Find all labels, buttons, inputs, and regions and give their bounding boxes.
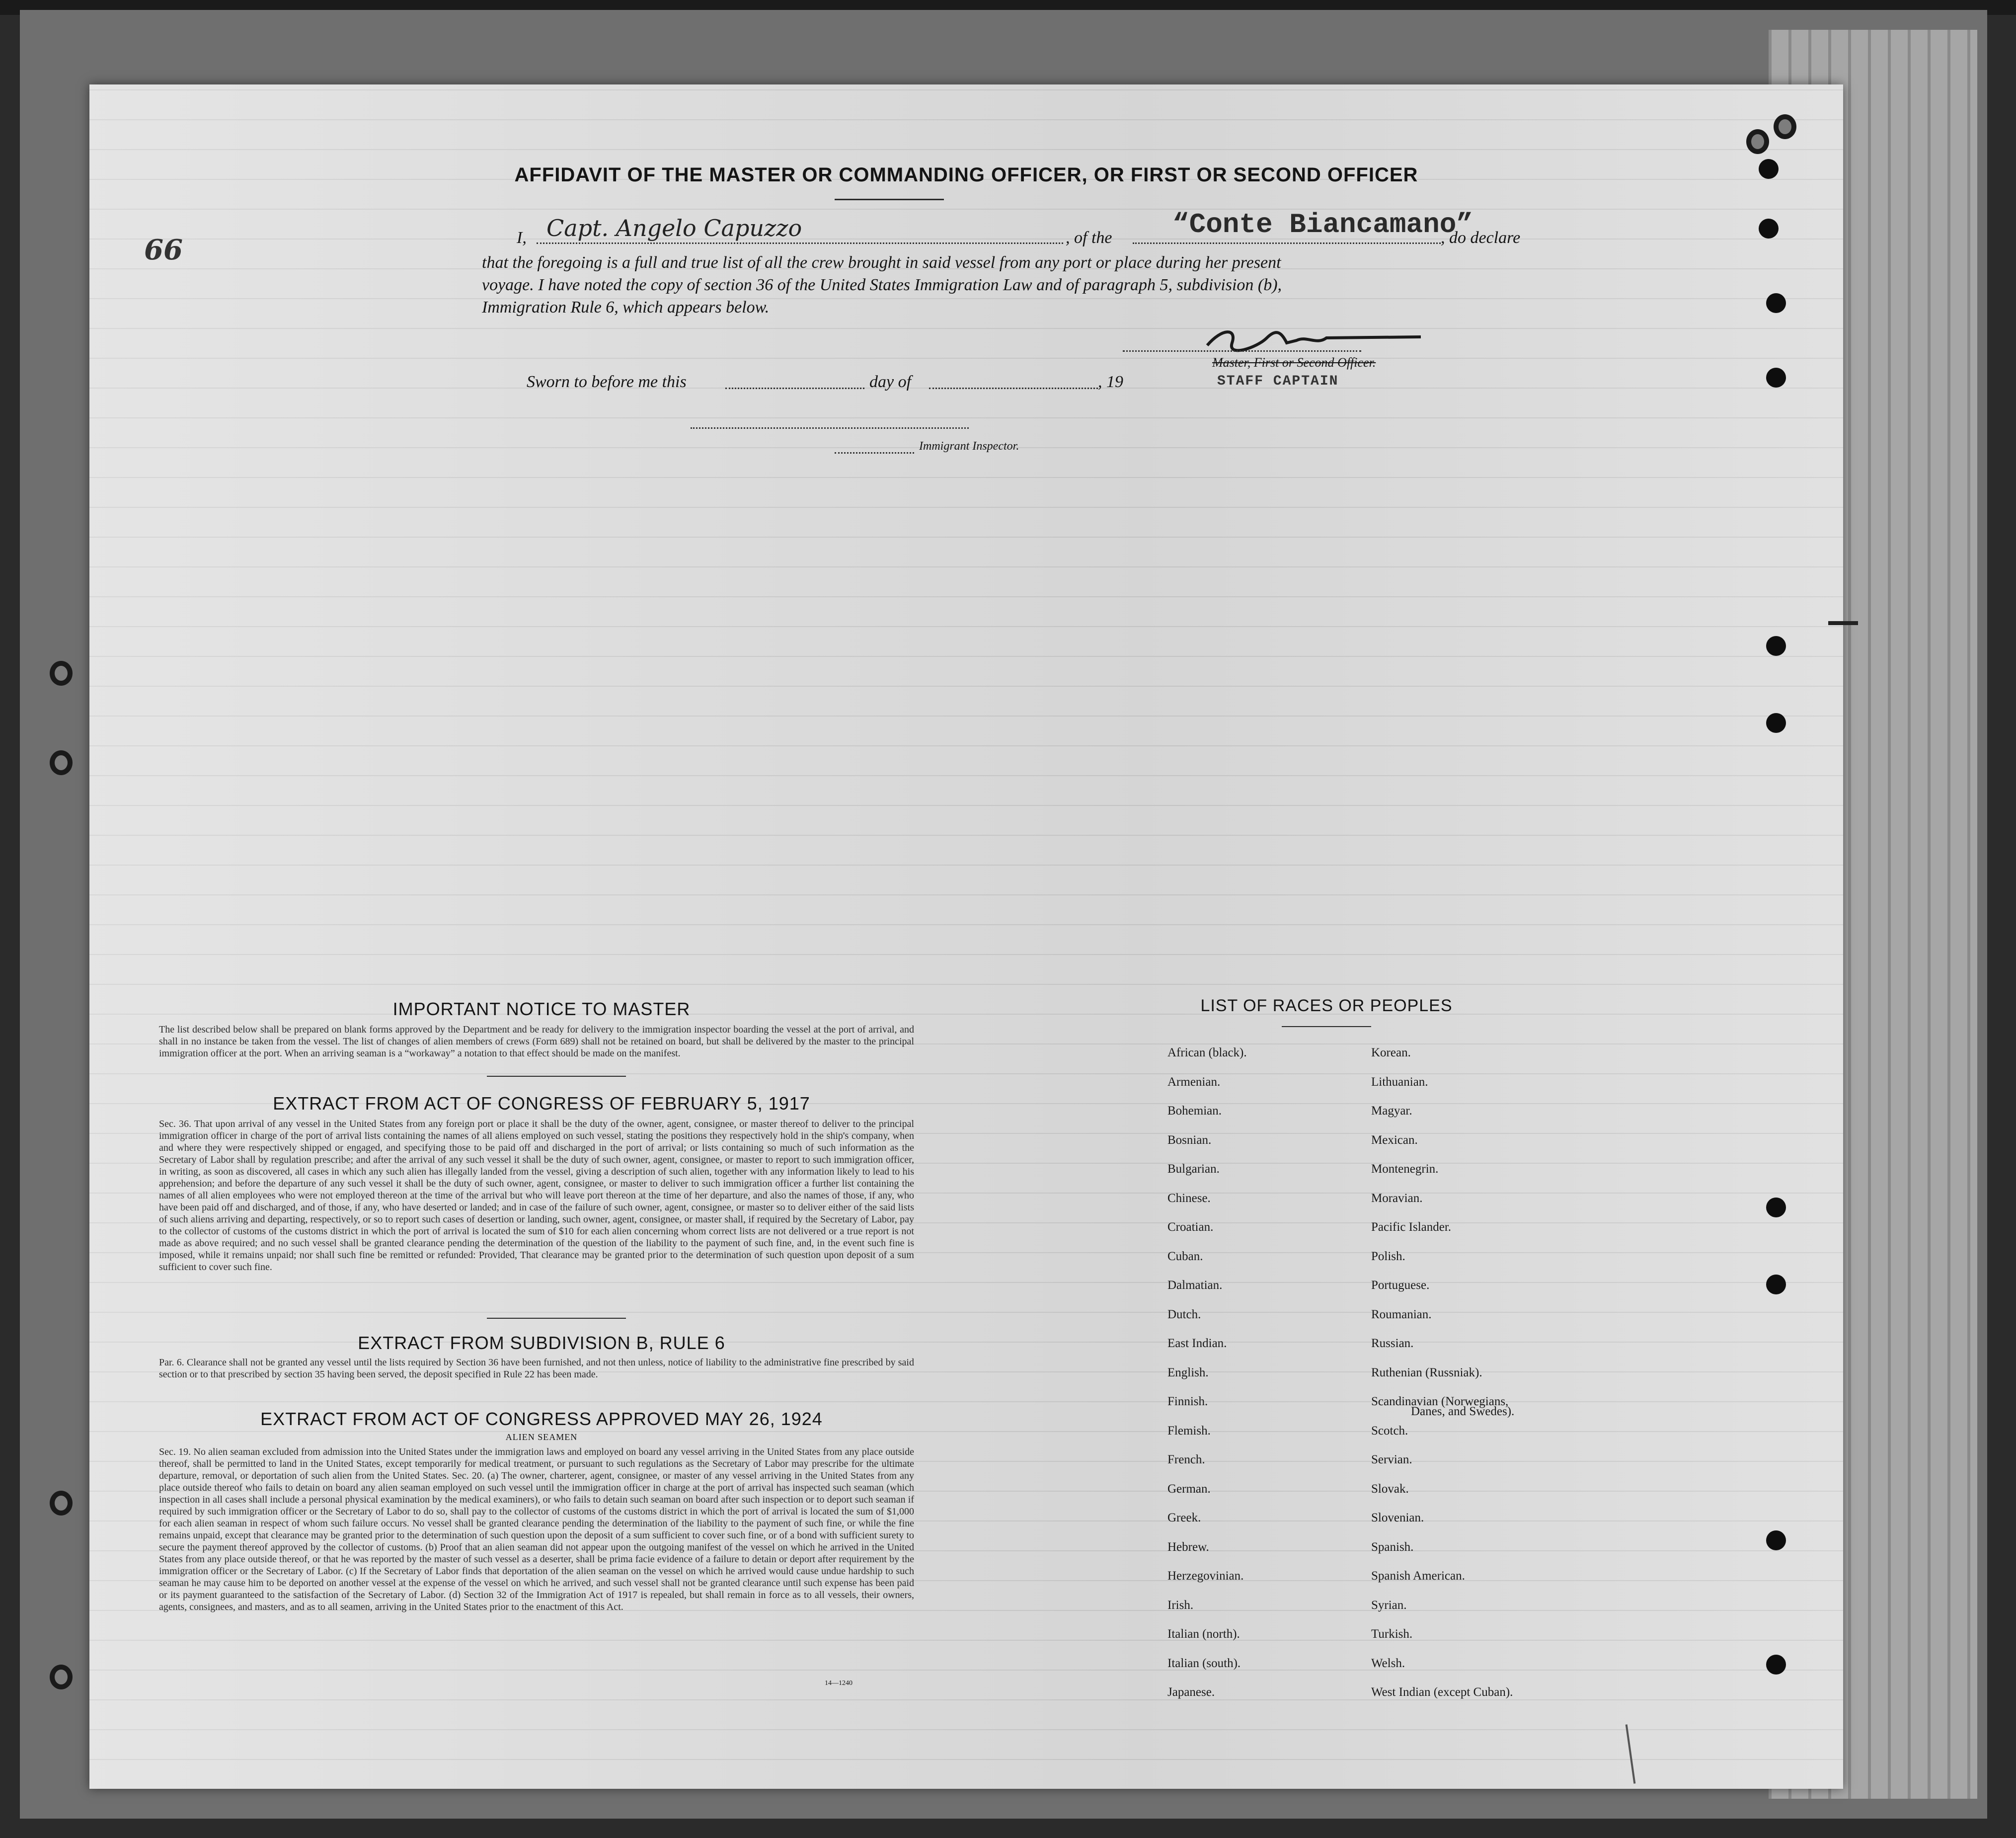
race-item: Scotch. [1371,1424,1408,1438]
extract-1924-text: Sec. 19. No alien seaman excluded from admission into the United States under the immigration laws and employed on board any vessel arriving in the United States from any place outside thereof, shall be permitted to land in the United States, except temporarily for medical treatment, or pursuant to such regulations as the Secretary of Labor may prescribe for the ultimate departure, removal, or deportation of such alien from the United States. Sec. 20. (a) The owner, charterer, agent, consignee, or master of any vessel arriving in the United States from any place outside thereof who fails to detain on board any alien seaman employed on such vessel until the immigration officer in charge at the port of arrival has inspected such seaman (which inspection in all cases shall include a personal physical examination by the medical examiners), or who fails to detain such seaman on board after such inspection or to deport such seaman if required by such immigration officer or the Secretary of Labor to do so, shall pay to the collector of customs of the customs district in which the port of arrival is located the sum of $1,000 for each alien seaman in respect of whom such failure occurs. No vessel shall be granted clearance pending the determination of the liability to the payment of such fine, or while the fine remains unpaid, except that clearance may be granted prior to the determination of such question upon the deposit of a sum sufficient to cover such fine, or of a bond with sufficient surety to secure the payment thereof approved by the collector of customs. (b) Proof that an alien seaman did not appear upon the outgoing manifest of the vessel on which he arrived in the United States from any place outside thereof, or that he was reported by the master of such vessel as a deserter, shall be prima facie evidence of a failure to detain or deport after requirement by the immigration officer or the Secretary of Labor. (c) If the Secretary of Labor finds that deportation of the alien seaman on the vessel on which he arrived would cause undue hardship to such seaman he may cause him to be deported on another vessel at the expense of the vessel on which he arrived, and such vessel shall not be granted clearance until such expense has been paid or its payment guaranteed to the satisfaction of the Secretary of Labor. (d) Section 32 of the Immigration Act of 1917 is repealed, but shall remain in force as to all vessels, their owners, agents, consignees, and masters, and as to all seamen, arriving in the United States prior to the enactment of this Act. [159,1446,914,1612]
sworn-day-label: day of [869,373,912,391]
race-item: Bulgarian. [1167,1162,1220,1176]
race-item: French. [1167,1453,1205,1466]
races-title-rule [1282,1026,1371,1027]
extract-1917-title: EXTRACT FROM ACT OF CONGRESS OF FEBRUARY 5, 1917 [273,1093,810,1114]
punch-hole [1766,293,1786,313]
race-item: Ruthenian (Russniak). [1371,1365,1482,1379]
punch-hole-open [50,750,73,775]
race-item: Portuguese. [1371,1279,1430,1292]
affidavit-title: AFFIDAVIT OF THE MASTER OR COMMANDING OFFICER, OR FIRST OR SECOND OFFICER [514,164,1418,186]
section-rule [487,1318,626,1319]
pen-mark [1626,1724,1636,1783]
race-item: Greek. [1167,1511,1201,1524]
punch-hole-open [1774,114,1796,139]
section-rule [487,1076,626,1077]
race-item: Dalmatian. [1167,1279,1223,1292]
race-item: Scandinavian (Norwegians, [1371,1395,1509,1408]
declaration-line-2: that the foregoing is a full and true list of all the crew brought in said vessel from any port or place during her present [482,253,1281,272]
race-item: East Indian. [1167,1337,1227,1350]
notice-text: The list described below shall be prepared on blank forms approved by the Department and be ready for delivery to the immigration inspector boarding the vessel at the port of arrival, and shall in no instance be taken from the vessel. The list of changes of alien members of crews (Form 689) shall not be retained on board, but shall be delivered by the master to the principal immigration officer at the port. When an arriving seaman is a “workaway” a notation to that effect should be made on the manifest. [159,1024,914,1059]
race-item: Armenian. [1167,1075,1221,1089]
punch-hole-open [50,1491,73,1516]
race-item: Russian. [1371,1337,1414,1350]
race-item: African (black). [1167,1046,1247,1059]
declaration-prefix: I, [517,229,527,247]
vessel-name: “Conte Biancamano” [1172,209,1473,240]
race-continuation: Danes, and Swedes). [1411,1405,1515,1418]
extract-1924-subtitle: ALIEN SEAMEN [505,1432,578,1442]
sworn-month-line [929,388,1098,389]
race-item: West Indian (except Cuban). [1371,1685,1513,1699]
extract-rule6-title: EXTRACT FROM SUBDIVISION B, RULE 6 [358,1333,725,1353]
vessel-name-line [1133,242,1441,244]
declaration-line-4: Immigration Rule 6, which appears below. [482,298,770,317]
punch-hole [1766,636,1786,656]
sworn-prefix: Sworn to before me this [527,373,687,391]
sworn-year: , 19 [1098,373,1123,391]
race-item: Finnish. [1167,1395,1208,1408]
officer-signature [1202,323,1431,358]
race-item: Japanese. [1167,1685,1215,1699]
race-item: Cuban. [1167,1249,1203,1263]
race-item: Italian (south). [1167,1656,1241,1670]
race-item: Spanish American. [1371,1569,1465,1583]
notice-title: IMPORTANT NOTICE TO MASTER [392,999,691,1019]
punch-hole [1766,1275,1786,1294]
signature-title: Master, First or Second Officer. [1212,355,1376,370]
inspector-label: Immigrant Inspector. [919,440,1019,453]
race-item: Irish. [1167,1598,1194,1612]
declaration-suffix: , do declare [1441,229,1521,247]
race-item: Croatian. [1167,1220,1214,1234]
race-item: Flemish. [1167,1424,1211,1438]
race-item: Servian. [1371,1453,1412,1466]
race-item: Korean. [1371,1046,1411,1059]
race-item: Bohemian. [1167,1104,1222,1118]
officer-name-handwritten: Capt. Angelo Capuzzo [546,215,802,241]
race-item: Slovak. [1371,1482,1409,1496]
race-item: Mexican. [1371,1133,1418,1147]
race-item: Bosnian. [1167,1133,1212,1147]
page-tab-mark [1828,621,1858,625]
form-number: 14—1240 [825,1679,853,1687]
punch-hole [1766,1655,1786,1675]
inspector-label-line [835,452,914,454]
race-item: German. [1167,1482,1211,1496]
race-item: Lithuanian. [1371,1075,1428,1089]
punch-hole-open [50,1665,73,1689]
declaration-line-3: voyage. I have noted the copy of section 36 of the United States Immigration Law and of paragraph 5, subdivision (b), [482,276,1282,294]
race-item: Welsh. [1371,1656,1405,1670]
race-item: Turkish. [1371,1627,1413,1641]
punch-hole [1766,713,1786,733]
race-item: English. [1167,1365,1209,1379]
punch-hole-open [50,661,73,686]
margin-mark: 66 [144,234,183,266]
signature-line [1123,350,1361,352]
race-item: Moravian. [1371,1191,1423,1205]
race-item: Hebrew. [1167,1540,1209,1554]
punch-hole-open [1746,129,1769,154]
race-item: Syrian. [1371,1598,1407,1612]
officer-name-line [537,242,1063,244]
race-item: Montenegrin. [1371,1162,1439,1176]
race-item: Polish. [1371,1249,1405,1263]
staff-captain-stamp: STAFF CAPTAIN [1217,374,1339,389]
sworn-day-line [725,388,864,389]
punch-hole [1766,1530,1786,1550]
extract-1917-text: Sec. 36. That upon arrival of any vessel in the United States from any foreign port or place it shall be the duty of the owner, agent, consignee, or master thereof to deliver to the principal immigration officer in charge of the port of arrival lists containing the names of all aliens employed on such vessel, stating the positions they respectively hold in the ship's company, when and where they were respectively shipped or engaged, and specifying those to be paid off and discharged in the port of arrival; or lists containing so much of such information as the Secretary of Labor shall by regulation prescribe; and after the arrival of any such vessel it shall be the duty of such owner, agent, consignee, or master to report to such immigration officer, in writing, as soon as discovered, all cases in which any such alien has illegally landed from the vessel, giving a description of such alien, together with any information likely to lead to his apprehension; and before the departure of any such vessel it shall be the duty of such owner, agent, consignee, or master to deliver to such immigration officer a further list containing the names of all alien employees who were not employed thereon at the time of the arrival but who will leave port thereon at the time of her departure, and also the names of those, if any, who have been paid off and discharged, and of those, if any, who have deserted or landed; and in case of the failure of such owner, agent, consignee, or master so to deliver either of the said lists of such aliens arriving and departing, respectively, or so to report such cases of desertion or landing, such owner, agent, consignee, or master shall, if required by the Secretary of Labor, pay to the collector of customs of the customs district in which the port of arrival is located the sum of $10 for each alien concerning whom correct lists are not delivered or a true report is not made as above required; and no such vessel shall be granted clearance pending the determination of the question of the liability to the payment of such fine, and, in the event such fine is imposed, while it remains unpaid; nor shall such fine be remitted or refunded: Provided, That clearance may be granted prior to the determination of such question upon deposit of a sum sufficient to cover such fine. [159,1119,914,1273]
race-item: Slovenian. [1371,1511,1424,1524]
race-item: Chinese. [1167,1191,1211,1205]
inspector-signature-line [691,427,969,429]
races-title: LIST OF RACES OR PEOPLES [1200,996,1453,1015]
punch-hole [1759,219,1779,239]
race-item: Magyar. [1371,1104,1412,1118]
punch-hole [1766,368,1786,388]
race-item: Spanish. [1371,1540,1414,1554]
document-page [89,84,1843,1789]
race-item: Dutch. [1167,1307,1201,1321]
extract-1924-title: EXTRACT FROM ACT OF CONGRESS APPROVED MAY 26, 1924 [260,1409,823,1429]
race-item: Herzegovinian. [1167,1569,1244,1583]
race-item: Pacific Islander. [1371,1220,1452,1234]
title-rule [835,199,944,200]
race-item: Roumanian. [1371,1307,1432,1321]
extract-rule6-text: Par. 6. Clearance shall not be granted any vessel until the lists required by Section 36 have been furnished, and not then unless, notice of liability to the administrative fine prescribed by said section or to that prescribed by section 35 having been served, the deposit specified in Rule 22 has been made. [159,1357,914,1380]
race-item: Italian (north). [1167,1627,1240,1641]
punch-hole [1766,1198,1786,1217]
declaration-mid: , of the [1066,229,1112,247]
